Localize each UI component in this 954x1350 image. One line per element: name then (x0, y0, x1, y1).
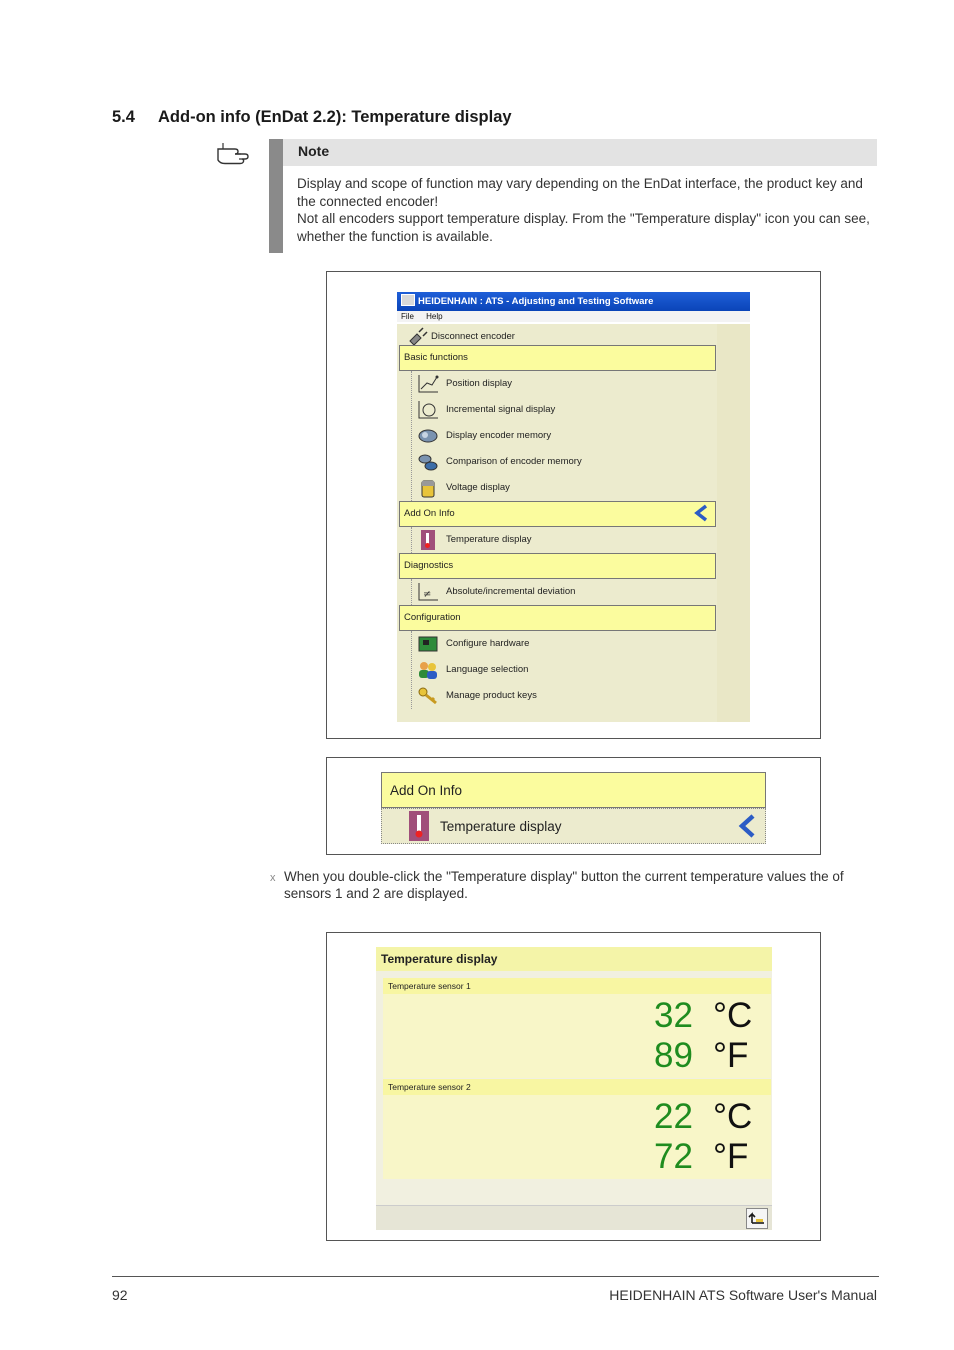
disconnect-encoder-label: Disconnect encoder (431, 331, 515, 342)
manage-keys-button[interactable] (397, 683, 716, 709)
language-selection-button[interactable] (397, 657, 716, 683)
compare-memory-label: Comparison of encoder memory (446, 456, 582, 467)
group-add-on-info[interactable] (399, 501, 716, 527)
configure-hardware-label: Configure hardware (446, 638, 530, 649)
fahrenheit-unit: °F (713, 1137, 749, 1176)
screenshot-frame-main (326, 271, 821, 739)
celsius-unit: °C (713, 1097, 753, 1136)
page-number: 92 (112, 1287, 128, 1303)
sensor-1-header (383, 978, 771, 994)
note-body (297, 175, 877, 245)
configure-hardware-button[interactable] (397, 631, 716, 657)
note-line-1: Display and scope of function may vary depending on the EnDat interface, the product key and the connected encoder! (297, 176, 863, 209)
screenshot-frame-zoom (326, 757, 821, 855)
deviation-icon (417, 582, 439, 602)
manage-keys-label: Manage product keys (446, 690, 537, 701)
zoom-temperature-button[interactable] (381, 808, 766, 844)
section-heading (112, 108, 512, 127)
incremental-signal-label: Incremental signal display (446, 404, 556, 415)
footer-rule (112, 1276, 879, 1277)
group-diagnostics-label: Diagnostics (404, 560, 454, 571)
group-configuration-label: Configuration (404, 612, 461, 623)
temperature-title-bar (376, 947, 772, 971)
zoom-group-add-on-info[interactable] (381, 772, 766, 808)
temperature-title: Temperature display (381, 952, 498, 966)
group-basic-functions[interactable] (399, 345, 716, 371)
keys-icon (417, 686, 439, 706)
fahrenheit-unit: °F (713, 1036, 749, 1075)
thermometer-icon (417, 530, 439, 550)
sensor-2-fahrenheit: 72 (654, 1137, 693, 1176)
position-display-label: Position display (446, 378, 513, 389)
temperature-display-button[interactable] (397, 527, 716, 553)
note-header (283, 139, 877, 166)
position-chart-icon (417, 374, 439, 394)
sensor-1-label: Temperature sensor 1 (388, 981, 471, 991)
group-configuration[interactable] (399, 605, 716, 631)
circuit-board-icon (417, 634, 439, 654)
section-title: Add-on info (EnDat 2.2): Temperature display (158, 108, 512, 126)
sensor-1-values (383, 994, 771, 1078)
sensor-2-celsius: 22 (654, 1097, 693, 1136)
section-number: 5.4 (112, 108, 135, 126)
zoom-item-label: Temperature display (440, 819, 562, 834)
chevron-left-icon (737, 813, 757, 844)
zoom-panel (381, 772, 766, 844)
hand-pointer-icon (215, 140, 251, 166)
ats-window (397, 292, 750, 722)
language-selection-label: Language selection (446, 664, 529, 675)
sensor-2-values (383, 1095, 771, 1179)
sensor-1-fahrenheit: 89 (654, 1036, 693, 1075)
sensor-2-header (383, 1079, 771, 1095)
temperature-window (376, 947, 772, 1229)
memory-icon (417, 426, 439, 446)
voltage-display-button[interactable] (397, 475, 716, 501)
menu-file[interactable]: File (401, 312, 414, 321)
group-diagnostics[interactable] (399, 553, 716, 579)
compare-icon (417, 452, 439, 472)
sensor-1-celsius: 32 (654, 996, 693, 1035)
bullet-text: When you double-click the "Temperature display" button the current temperature values the of sensors 1 and 2 are displayed. (284, 869, 844, 901)
group-basic-label: Basic functions (404, 352, 468, 363)
plug-icon (407, 327, 429, 347)
function-list (397, 324, 750, 722)
position-display-button[interactable] (397, 371, 716, 397)
display-memory-label: Display encoder memory (446, 430, 552, 441)
svg-text:≠: ≠ (423, 589, 432, 600)
deviation-label: Absolute/incremental deviation (446, 586, 576, 597)
sensor-2-label: Temperature sensor 2 (388, 1082, 471, 1092)
users-icon (417, 660, 439, 680)
screenshot-frame-temperature (326, 932, 821, 1241)
right-pane (717, 324, 750, 722)
app-icon (401, 294, 415, 306)
battery-icon (417, 478, 439, 498)
voltage-display-label: Voltage display (446, 482, 510, 493)
compare-memory-button[interactable] (397, 449, 716, 475)
window-title: HEIDENHAIN : ATS - Adjusting and Testing Software (418, 296, 654, 307)
thermometer-icon (406, 811, 434, 841)
footer-title: HEIDENHAIN ATS Software User's Manual (609, 1287, 877, 1303)
note-line-2: Not all encoders support temperature display. From the "Temperature display" icon you can see, whether the function is available. (297, 211, 870, 244)
temperature-status-bar (376, 1205, 772, 1230)
incremental-signal-button[interactable] (397, 397, 716, 423)
back-arrow-icon[interactable] (746, 1208, 768, 1229)
display-memory-button[interactable] (397, 423, 716, 449)
group-addon-label: Add On Info (404, 508, 455, 519)
window-titlebar (397, 292, 750, 311)
deviation-button[interactable] (397, 579, 716, 605)
chevron-left-icon (693, 504, 709, 525)
zoom-group-label: Add On Info (390, 783, 463, 798)
note-bar (269, 139, 283, 253)
menu-bar (397, 311, 750, 322)
celsius-unit: °C (713, 996, 753, 1035)
temperature-display-label: Temperature display (446, 534, 532, 545)
note-heading: Note (298, 143, 330, 159)
menu-help[interactable]: Help (426, 312, 443, 321)
lissajous-icon (417, 400, 439, 420)
bullet-marker: x (270, 872, 276, 884)
